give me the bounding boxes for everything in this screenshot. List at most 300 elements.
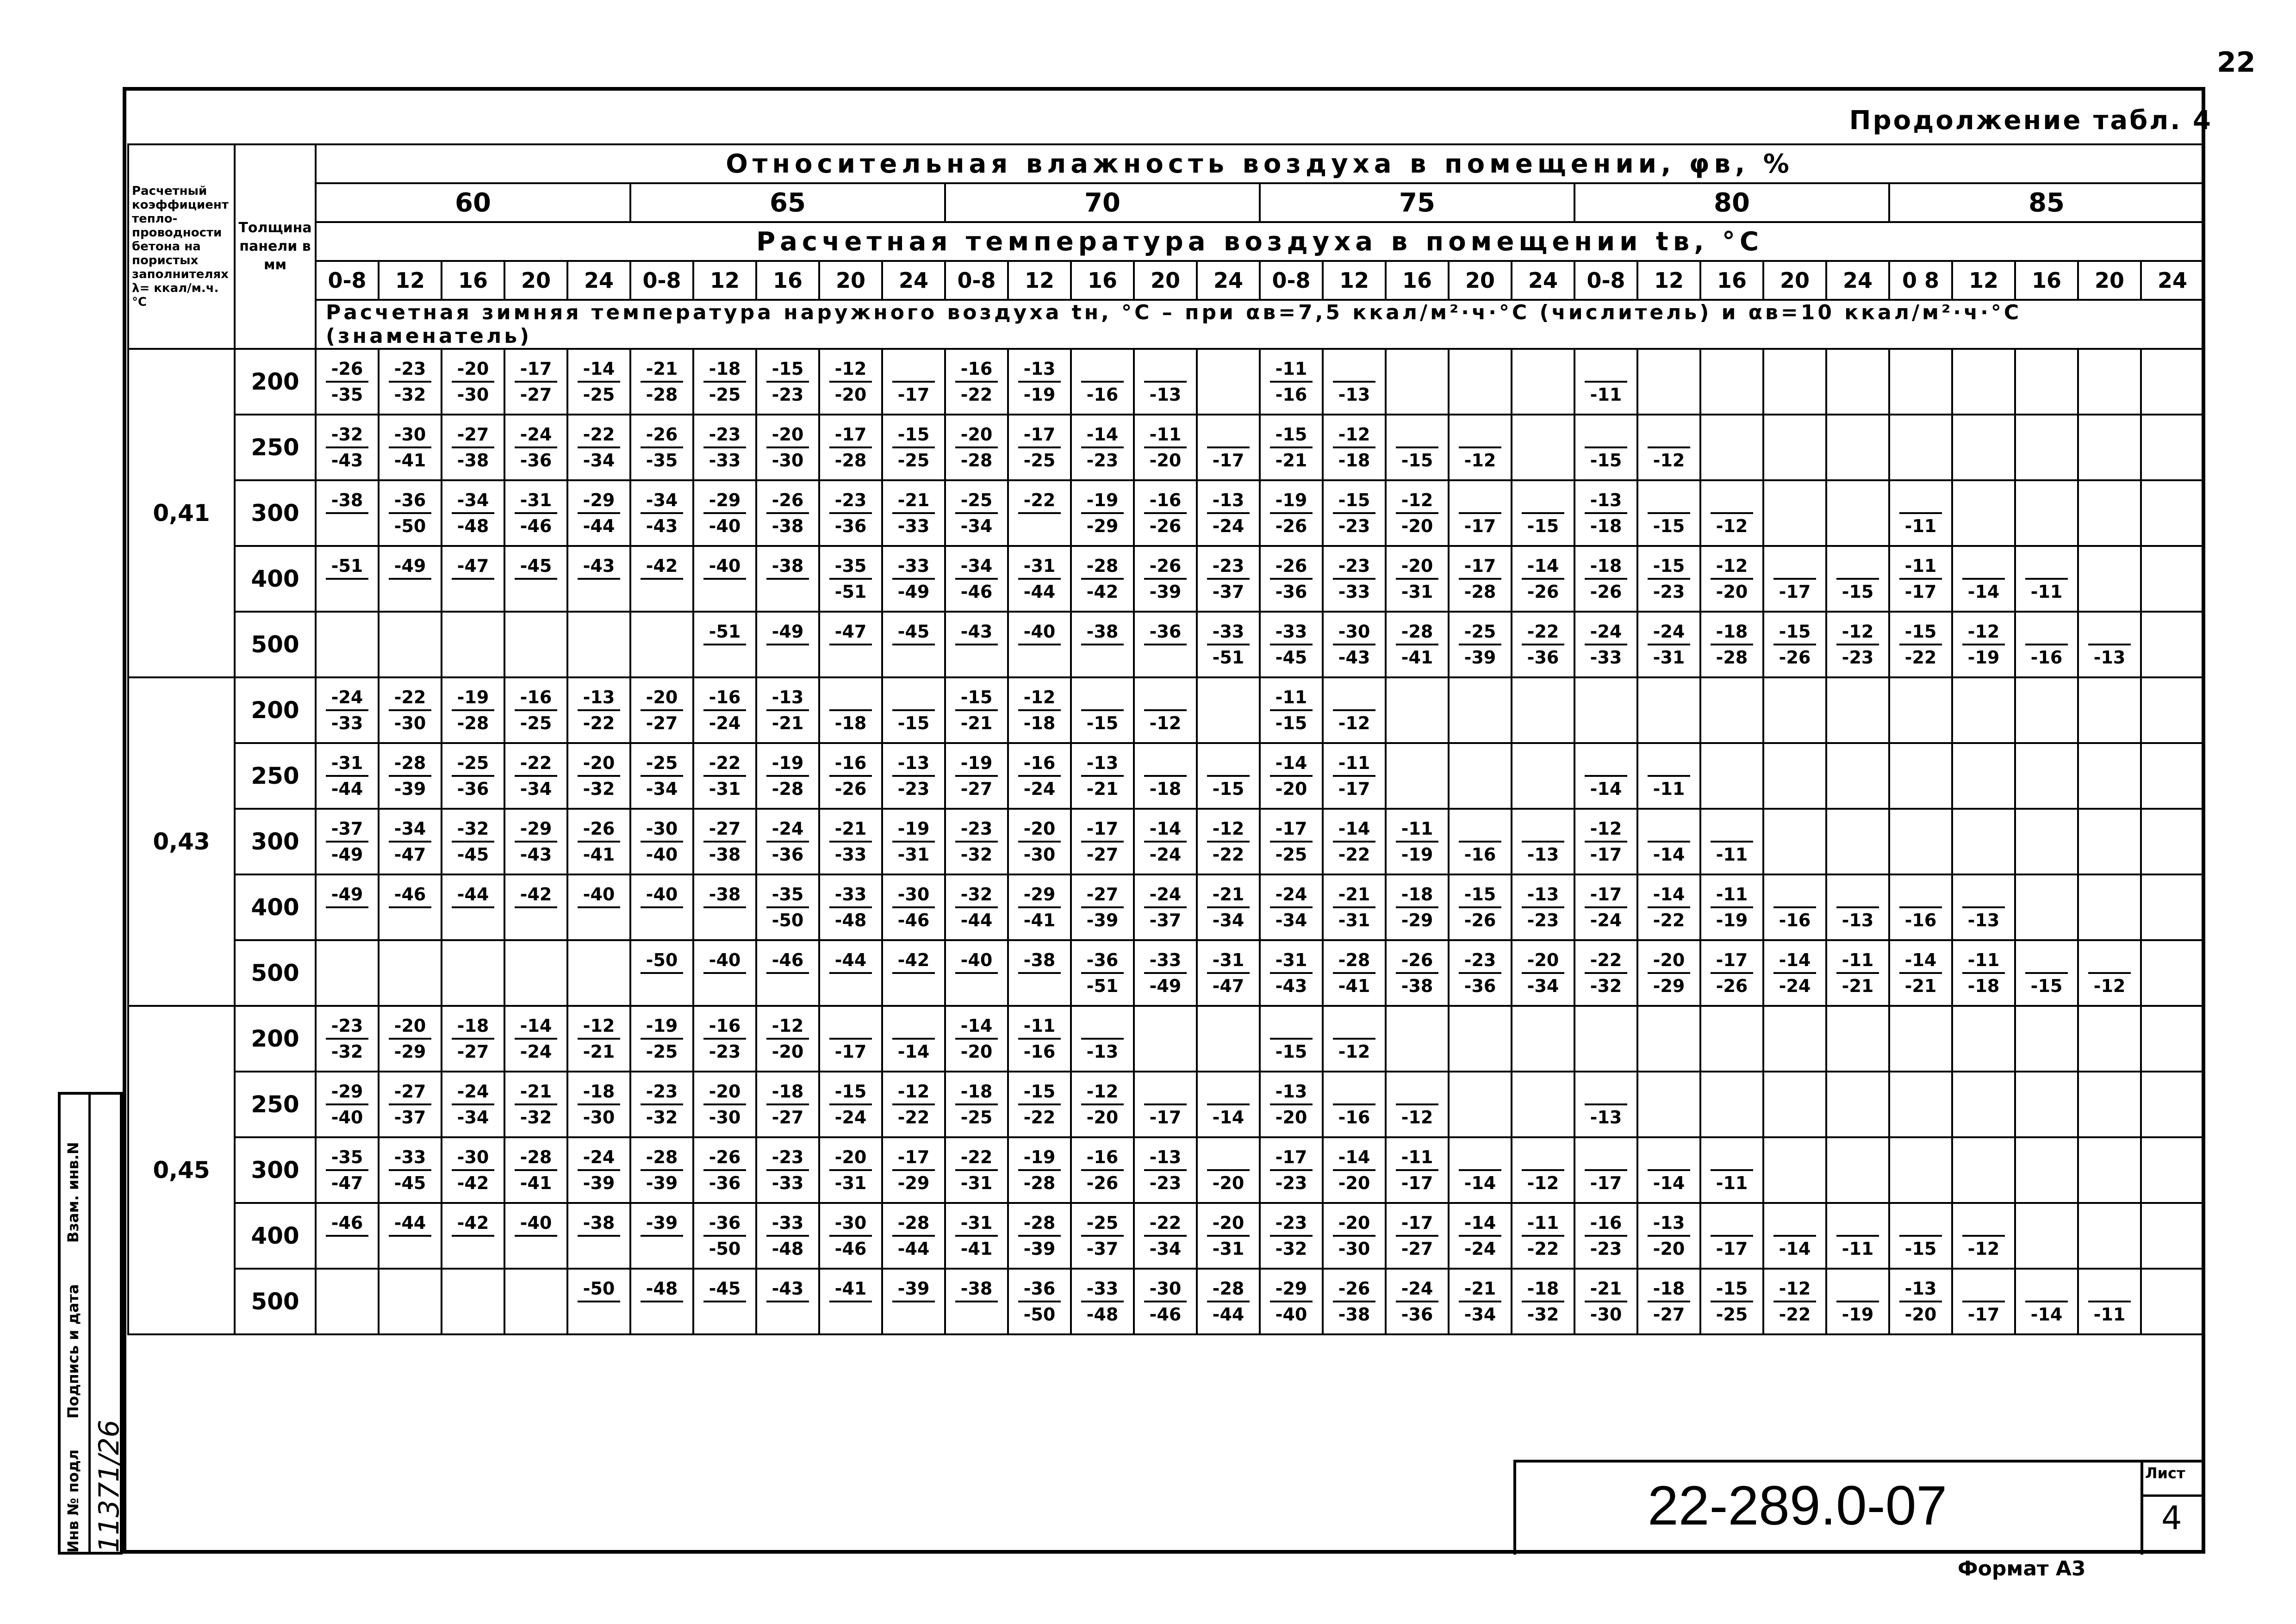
fraction-bar xyxy=(1018,1169,1061,1171)
numerator: -38 xyxy=(709,884,741,905)
fraction-bar xyxy=(1396,972,1438,974)
data-cell xyxy=(442,874,504,940)
data-cell xyxy=(882,809,945,874)
fraction xyxy=(442,359,504,405)
fraction xyxy=(1387,756,1448,796)
fraction-bar xyxy=(1585,1235,1627,1237)
numerator: -28 xyxy=(1401,621,1433,642)
data-cell xyxy=(1952,874,2015,940)
fraction xyxy=(2142,624,2203,665)
denominator: -44 xyxy=(897,1239,930,1259)
numerator: -14 xyxy=(1904,950,1937,970)
fraction-bar xyxy=(578,512,620,514)
fraction xyxy=(442,818,504,865)
denominator: -39 xyxy=(1149,582,1182,602)
fraction xyxy=(1387,361,1448,402)
fraction xyxy=(380,1147,441,1193)
fraction xyxy=(883,1016,944,1062)
numerator: -28 xyxy=(1023,1213,1056,1233)
data-cell xyxy=(1071,677,1134,743)
data-cell xyxy=(1449,1269,1512,1334)
data-cell xyxy=(504,546,567,612)
data-cell xyxy=(1574,480,1637,546)
denominator: -11 xyxy=(2030,582,2063,602)
fraction-bar xyxy=(1018,972,1061,974)
fraction xyxy=(1890,556,1951,602)
data-cell xyxy=(945,743,1008,809)
fraction xyxy=(1827,821,1888,862)
fraction-bar xyxy=(1270,512,1313,514)
numerator: -15 xyxy=(897,424,930,445)
data-cell xyxy=(1323,743,1386,809)
data-cell xyxy=(945,1269,1008,1334)
fraction xyxy=(1575,690,1636,731)
data-cell xyxy=(442,1072,504,1137)
fraction xyxy=(568,1213,629,1259)
fraction xyxy=(1575,753,1636,799)
fraction xyxy=(317,490,378,536)
fraction-bar xyxy=(1962,644,2005,645)
fraction xyxy=(1072,621,1133,668)
fraction-bar xyxy=(1207,775,1250,777)
numerator: -30 xyxy=(1338,621,1370,642)
fraction xyxy=(442,1016,504,1062)
denominator: -22 xyxy=(583,713,615,733)
fraction-bar xyxy=(1333,578,1375,580)
fraction xyxy=(1261,1147,1322,1193)
data-cell xyxy=(567,546,630,612)
data-cell xyxy=(1826,1006,1889,1072)
denominator: -46 xyxy=(897,910,930,930)
denominator: -32 xyxy=(646,1107,678,1128)
fraction xyxy=(1638,950,1699,996)
numerator: -20 xyxy=(1338,1213,1370,1233)
denominator: -22 xyxy=(960,384,993,405)
numerator: -20 xyxy=(772,424,804,445)
fraction-bar xyxy=(829,775,872,777)
denominator: -26 xyxy=(1779,647,1811,668)
fraction-bar xyxy=(641,1301,683,1302)
denominator: -12 xyxy=(1967,1239,2000,1259)
fraction-bar xyxy=(1207,1301,1250,1302)
fraction-bar xyxy=(515,512,557,514)
fraction xyxy=(694,818,755,865)
data-cell xyxy=(1260,1269,1323,1334)
denominator: -43 xyxy=(1275,976,1307,996)
data-cell xyxy=(1008,1006,1071,1072)
fraction-bar xyxy=(703,1103,746,1105)
fraction-bar xyxy=(641,1038,683,1040)
fraction xyxy=(2142,1150,2203,1190)
denominator: -25 xyxy=(960,1107,993,1128)
numerator: -23 xyxy=(834,490,867,510)
fraction-bar xyxy=(389,1038,431,1040)
fraction xyxy=(1387,950,1448,996)
data-cell xyxy=(1323,1072,1386,1137)
fraction xyxy=(946,359,1007,405)
denominator: -49 xyxy=(1149,976,1182,996)
fraction xyxy=(1450,950,1511,996)
data-cell xyxy=(1260,1072,1323,1137)
fraction xyxy=(1512,1213,1574,1259)
data-cell xyxy=(504,743,567,809)
numerator: -31 xyxy=(1212,950,1244,970)
numerator: -24 xyxy=(457,1081,489,1102)
fraction-bar xyxy=(326,775,368,777)
numerator: -20 xyxy=(1023,818,1056,839)
fraction xyxy=(820,490,881,536)
numerator: -12 xyxy=(1401,490,1433,510)
fraction xyxy=(1827,1150,1888,1190)
numerator: -29 xyxy=(1275,1278,1307,1299)
temp-col-29: 24 xyxy=(2141,261,2204,300)
fraction xyxy=(2142,887,2203,928)
data-cell xyxy=(1637,809,1700,874)
data-cell xyxy=(1071,1203,1134,1269)
fraction xyxy=(1638,490,1699,536)
fraction xyxy=(757,1147,818,1193)
data-cell xyxy=(1826,546,1889,612)
data-cell xyxy=(1889,612,1952,677)
data-cell xyxy=(630,677,693,743)
fraction xyxy=(1324,950,1385,996)
denominator: -21 xyxy=(583,1041,615,1062)
data-cell xyxy=(442,1269,504,1334)
numerator: -31 xyxy=(960,1213,993,1233)
thickness-value: 250 xyxy=(235,743,316,809)
fraction xyxy=(946,1213,1007,1259)
fraction-bar xyxy=(1648,972,1690,974)
denominator: -22 xyxy=(1338,844,1370,865)
fraction xyxy=(1198,1213,1259,1259)
denominator: -12 xyxy=(1338,1041,1370,1062)
fraction-bar xyxy=(389,381,431,383)
data-cell xyxy=(2141,1006,2204,1072)
fraction-bar xyxy=(578,1103,620,1105)
fraction-bar xyxy=(829,906,872,908)
data-cell xyxy=(1008,1137,1071,1203)
fraction-bar xyxy=(955,1038,998,1040)
fraction xyxy=(1827,427,1888,468)
fraction xyxy=(505,1016,566,1062)
denominator: -33 xyxy=(834,844,867,865)
fraction-bar xyxy=(1081,841,1124,843)
data-cell xyxy=(1889,743,1952,809)
numerator: -15 xyxy=(772,359,804,379)
fraction xyxy=(568,753,629,799)
denominator: -22 xyxy=(1527,1239,1559,1259)
fraction-bar xyxy=(452,1103,494,1105)
thickness-value: 500 xyxy=(235,940,316,1006)
fraction xyxy=(1261,1016,1322,1062)
numerator: -33 xyxy=(1086,1278,1119,1299)
data-cell xyxy=(819,677,882,743)
fraction-bar xyxy=(1459,841,1501,843)
data-cell xyxy=(1826,940,1889,1006)
data-cell xyxy=(882,1137,945,1203)
data-cell xyxy=(379,940,442,1006)
denominator: -24 xyxy=(1212,516,1244,536)
table-row xyxy=(128,415,2204,480)
side-stamp xyxy=(58,1092,123,1555)
fraction xyxy=(1009,1081,1070,1128)
fraction xyxy=(1198,818,1259,865)
denominator: -27 xyxy=(1401,1239,1433,1259)
fraction xyxy=(1198,1081,1259,1128)
fraction xyxy=(631,359,692,405)
denominator: -26 xyxy=(1590,582,1622,602)
fraction-bar xyxy=(1962,578,2005,580)
fraction xyxy=(1575,424,1636,471)
data-cell xyxy=(756,1269,819,1334)
data-cell xyxy=(1260,940,1323,1006)
fraction xyxy=(2142,953,2203,993)
fraction-bar xyxy=(1207,841,1250,843)
numerator: -34 xyxy=(646,490,678,510)
numerator: -15 xyxy=(1779,621,1811,642)
denominator: -25 xyxy=(520,713,552,733)
data-cell xyxy=(819,1203,882,1269)
denominator: -34 xyxy=(960,516,993,536)
denominator: -46 xyxy=(960,582,993,602)
denominator: -32 xyxy=(1590,976,1622,996)
fraction xyxy=(1324,753,1385,799)
data-cell xyxy=(1449,1137,1512,1203)
denominator: -49 xyxy=(331,844,363,865)
denominator: -46 xyxy=(834,1239,867,1259)
data-cell xyxy=(2015,415,2078,480)
numerator: -30 xyxy=(457,1147,489,1167)
numerator: -20 xyxy=(457,359,489,379)
denominator: -15 xyxy=(897,713,930,733)
denominator: -23 xyxy=(1653,582,1685,602)
data-cell xyxy=(756,743,819,809)
numerator: -22 xyxy=(1527,621,1559,642)
fraction-bar xyxy=(1522,906,1564,908)
fraction-bar xyxy=(703,446,746,448)
fraction-bar xyxy=(326,906,368,908)
denominator: -42 xyxy=(457,1173,489,1193)
fraction-bar xyxy=(1018,1301,1061,1302)
data-cell xyxy=(2015,874,2078,940)
fraction-bar xyxy=(1711,972,1753,974)
fraction xyxy=(1387,1147,1448,1193)
fraction-bar xyxy=(1333,906,1375,908)
data-cell xyxy=(379,1137,442,1203)
denominator: -28 xyxy=(457,713,489,733)
denominator: -20 xyxy=(1716,582,1748,602)
numerator: -18 xyxy=(457,1016,489,1036)
fraction-bar xyxy=(452,1038,494,1040)
fraction-bar xyxy=(1207,644,1250,645)
fraction-bar xyxy=(1081,1169,1124,1171)
fraction xyxy=(1072,1016,1133,1062)
data-cell xyxy=(945,1203,1008,1269)
denominator: -27 xyxy=(1086,844,1119,865)
denominator: -37 xyxy=(1086,1239,1119,1259)
fraction-bar xyxy=(1333,644,1375,645)
denominator: -36 xyxy=(1275,582,1307,602)
numerator: -38 xyxy=(960,1278,993,1299)
data-cell xyxy=(1763,677,1826,743)
denominator: -13 xyxy=(1590,1107,1622,1128)
page-number: 22 xyxy=(2217,46,2256,79)
numerator: -21 xyxy=(520,1081,552,1102)
fraction-bar xyxy=(1207,512,1250,514)
thickness-value: 250 xyxy=(235,1072,316,1137)
fraction xyxy=(694,359,755,405)
data-cell xyxy=(442,1006,504,1072)
fraction-bar xyxy=(955,1103,998,1105)
fraction xyxy=(1890,490,1951,536)
data-cell xyxy=(2078,1269,2141,1334)
numerator: -15 xyxy=(1904,621,1937,642)
data-cell xyxy=(1889,1137,1952,1203)
fraction xyxy=(1512,621,1574,668)
data-cell xyxy=(756,874,819,940)
data-cell xyxy=(1008,874,1071,940)
denominator: -11 xyxy=(1904,516,1937,536)
fraction xyxy=(1890,1278,1951,1325)
data-cell xyxy=(2015,546,2078,612)
data-cell xyxy=(693,612,756,677)
fraction xyxy=(442,1213,504,1259)
temperature-title: Расчетная температура воздуха в помещении tв, °С xyxy=(316,222,2204,261)
fraction xyxy=(1638,1084,1699,1125)
data-cell xyxy=(1826,809,1889,874)
fraction xyxy=(1198,424,1259,471)
numerator: -13 xyxy=(1590,490,1622,510)
denominator: -16 xyxy=(1275,384,1307,405)
data-cell xyxy=(756,415,819,480)
data-cell xyxy=(756,1203,819,1269)
numerator: -30 xyxy=(834,1213,867,1233)
data-cell xyxy=(1449,1006,1512,1072)
data-cell xyxy=(1134,940,1197,1006)
numerator: -27 xyxy=(1086,884,1119,905)
numerator: -24 xyxy=(772,818,804,839)
data-cell xyxy=(1197,1203,1260,1269)
denominator: -36 xyxy=(834,516,867,536)
numerator: -12 xyxy=(1967,621,2000,642)
numerator: -24 xyxy=(1590,621,1622,642)
fraction-bar xyxy=(1648,512,1690,514)
fraction-bar xyxy=(515,578,557,580)
fraction-bar xyxy=(326,1103,368,1105)
data-cell xyxy=(882,349,945,415)
denominator: -24 xyxy=(520,1041,552,1062)
fraction xyxy=(1135,818,1196,865)
data-cell xyxy=(882,546,945,612)
denominator: -23 xyxy=(1590,1239,1622,1259)
numerator: -38 xyxy=(772,556,804,576)
table-row xyxy=(128,874,2204,940)
numerator: -45 xyxy=(709,1278,741,1299)
denominator: -30 xyxy=(457,384,489,405)
data-cell xyxy=(693,743,756,809)
fraction-bar xyxy=(829,578,872,580)
denominator: -49 xyxy=(897,582,930,602)
fraction xyxy=(2079,361,2140,402)
data-cell xyxy=(379,1203,442,1269)
data-cell xyxy=(316,415,379,480)
data-table xyxy=(127,143,2205,1335)
numerator: -15 xyxy=(960,687,993,707)
fraction xyxy=(820,1278,881,1325)
fraction xyxy=(1953,1084,2014,1125)
numerator: -19 xyxy=(960,753,993,773)
denominator: -16 xyxy=(1338,1107,1370,1128)
fraction-bar xyxy=(1899,972,1942,974)
fraction xyxy=(1072,818,1133,865)
format-label: Формат А3 xyxy=(1958,1557,2086,1581)
numerator: -20 xyxy=(394,1016,426,1036)
denominator: -20 xyxy=(960,1041,993,1062)
data-cell xyxy=(1449,743,1512,809)
denominator: -26 xyxy=(1086,1173,1119,1193)
fraction xyxy=(946,687,1007,733)
fraction-bar xyxy=(2025,972,2068,974)
fraction-bar xyxy=(1522,512,1564,514)
fraction-bar xyxy=(1459,512,1501,514)
fraction xyxy=(1387,1278,1448,1325)
data-cell xyxy=(1260,677,1323,743)
fraction xyxy=(631,1213,692,1259)
fraction-bar xyxy=(892,1103,935,1105)
fraction-bar xyxy=(1081,1301,1124,1302)
fraction-bar xyxy=(1396,644,1438,645)
data-cell xyxy=(504,809,567,874)
fraction xyxy=(757,818,818,865)
fraction xyxy=(2142,756,2203,796)
numerator: -38 xyxy=(331,490,363,510)
denominator: -34 xyxy=(520,779,552,799)
data-cell xyxy=(1952,415,2015,480)
fraction xyxy=(2079,950,2140,996)
numerator: -18 xyxy=(1590,556,1622,576)
data-cell xyxy=(1952,1137,2015,1203)
data-cell xyxy=(1952,612,2015,677)
denominator: -30 xyxy=(1338,1239,1370,1259)
data-cell xyxy=(756,677,819,743)
fraction xyxy=(820,1147,881,1193)
denominator: -29 xyxy=(394,1041,426,1062)
fraction-bar xyxy=(452,775,494,777)
numerator: -35 xyxy=(331,1147,363,1167)
data-cell xyxy=(819,546,882,612)
data-cell xyxy=(1197,1072,1260,1137)
fraction-bar xyxy=(1459,972,1501,974)
fraction xyxy=(380,490,441,536)
denominator: -20 xyxy=(1275,1107,1307,1128)
fraction xyxy=(2016,427,2077,468)
numerator: -42 xyxy=(520,884,552,905)
numerator: -45 xyxy=(897,621,930,642)
numerator: -13 xyxy=(1086,753,1119,773)
denominator: -45 xyxy=(1275,647,1307,668)
fraction xyxy=(1701,690,1762,731)
fraction xyxy=(757,1016,818,1062)
fraction xyxy=(694,490,755,536)
data-cell xyxy=(819,874,882,940)
data-cell xyxy=(1889,940,1952,1006)
numerator: -49 xyxy=(331,884,363,905)
fraction-bar xyxy=(1081,972,1124,974)
numerator: -20 xyxy=(1401,556,1433,576)
data-cell xyxy=(756,349,819,415)
data-cell xyxy=(2015,349,2078,415)
fraction-bar xyxy=(578,709,620,711)
